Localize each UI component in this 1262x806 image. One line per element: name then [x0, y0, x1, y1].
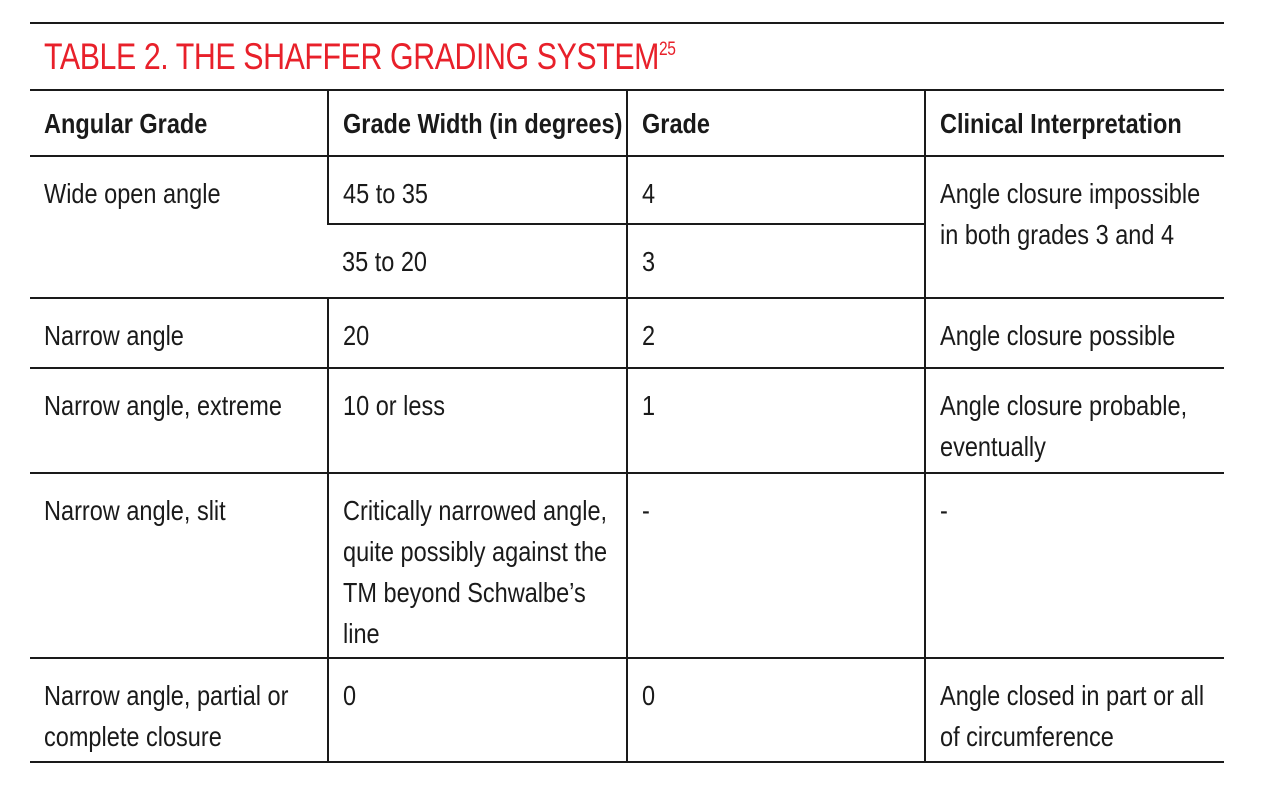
cell-clinical-interpretation: -	[925, 473, 1224, 658]
cell-angular-grade: Wide open angle	[30, 156, 328, 298]
table-row	[30, 473, 1224, 658]
table-row	[30, 368, 1224, 473]
cell-grade-width: 35 to 20	[328, 224, 627, 298]
cell-grade-width: 10 or less	[328, 368, 627, 473]
table-row	[30, 298, 1224, 368]
table-title-text: TABLE 2. THE SHAFFER GRADING SYSTEM	[44, 36, 660, 77]
table-title	[44, 32, 676, 82]
cell-angular-grade: Narrow angle, slit	[30, 473, 328, 658]
cell-grade: -	[627, 473, 925, 658]
header-grade-width: Grade Width (in degrees)	[328, 90, 627, 156]
cell-grade: 1	[627, 368, 925, 473]
top-rule	[30, 22, 1224, 24]
header-grade: Grade	[627, 90, 925, 156]
cell-angular-grade: Narrow angle, extreme	[30, 368, 328, 473]
cell-grade: 3	[627, 224, 925, 298]
shaffer-grading-table	[30, 89, 1224, 763]
title-reference: 25	[659, 39, 676, 60]
header-row	[30, 90, 1224, 156]
cell-grade-width: 20	[328, 298, 627, 368]
cell-clinical-interpretation: Angle closure impossible in both grades 3 and 4	[925, 156, 1224, 298]
cell-angular-grade: Narrow angle, partial or complete closure	[30, 658, 328, 762]
header-clinical-interpretation: Clinical Interpretation	[925, 90, 1224, 156]
cell-grade-width: Critically narrowed angle, quite possibly against the TM beyond Schwalbe’s line	[328, 473, 627, 658]
cell-clinical-interpretation: Angle closure probable, eventually	[925, 368, 1224, 473]
cell-angular-grade: Narrow angle	[30, 298, 328, 368]
cell-grade: 4	[627, 156, 925, 224]
cell-grade: 2	[627, 298, 925, 368]
table-row	[30, 658, 1224, 762]
table-row	[30, 156, 1224, 224]
cell-grade-width: 0	[328, 658, 627, 762]
cell-grade-width: 45 to 35	[328, 156, 627, 224]
cell-clinical-interpretation: Angle closed in part or all of circumference	[925, 658, 1224, 762]
cell-grade: 0	[627, 658, 925, 762]
cell-clinical-interpretation: Angle closure possible	[925, 298, 1224, 368]
header-angular-grade: Angular Grade	[30, 90, 328, 156]
